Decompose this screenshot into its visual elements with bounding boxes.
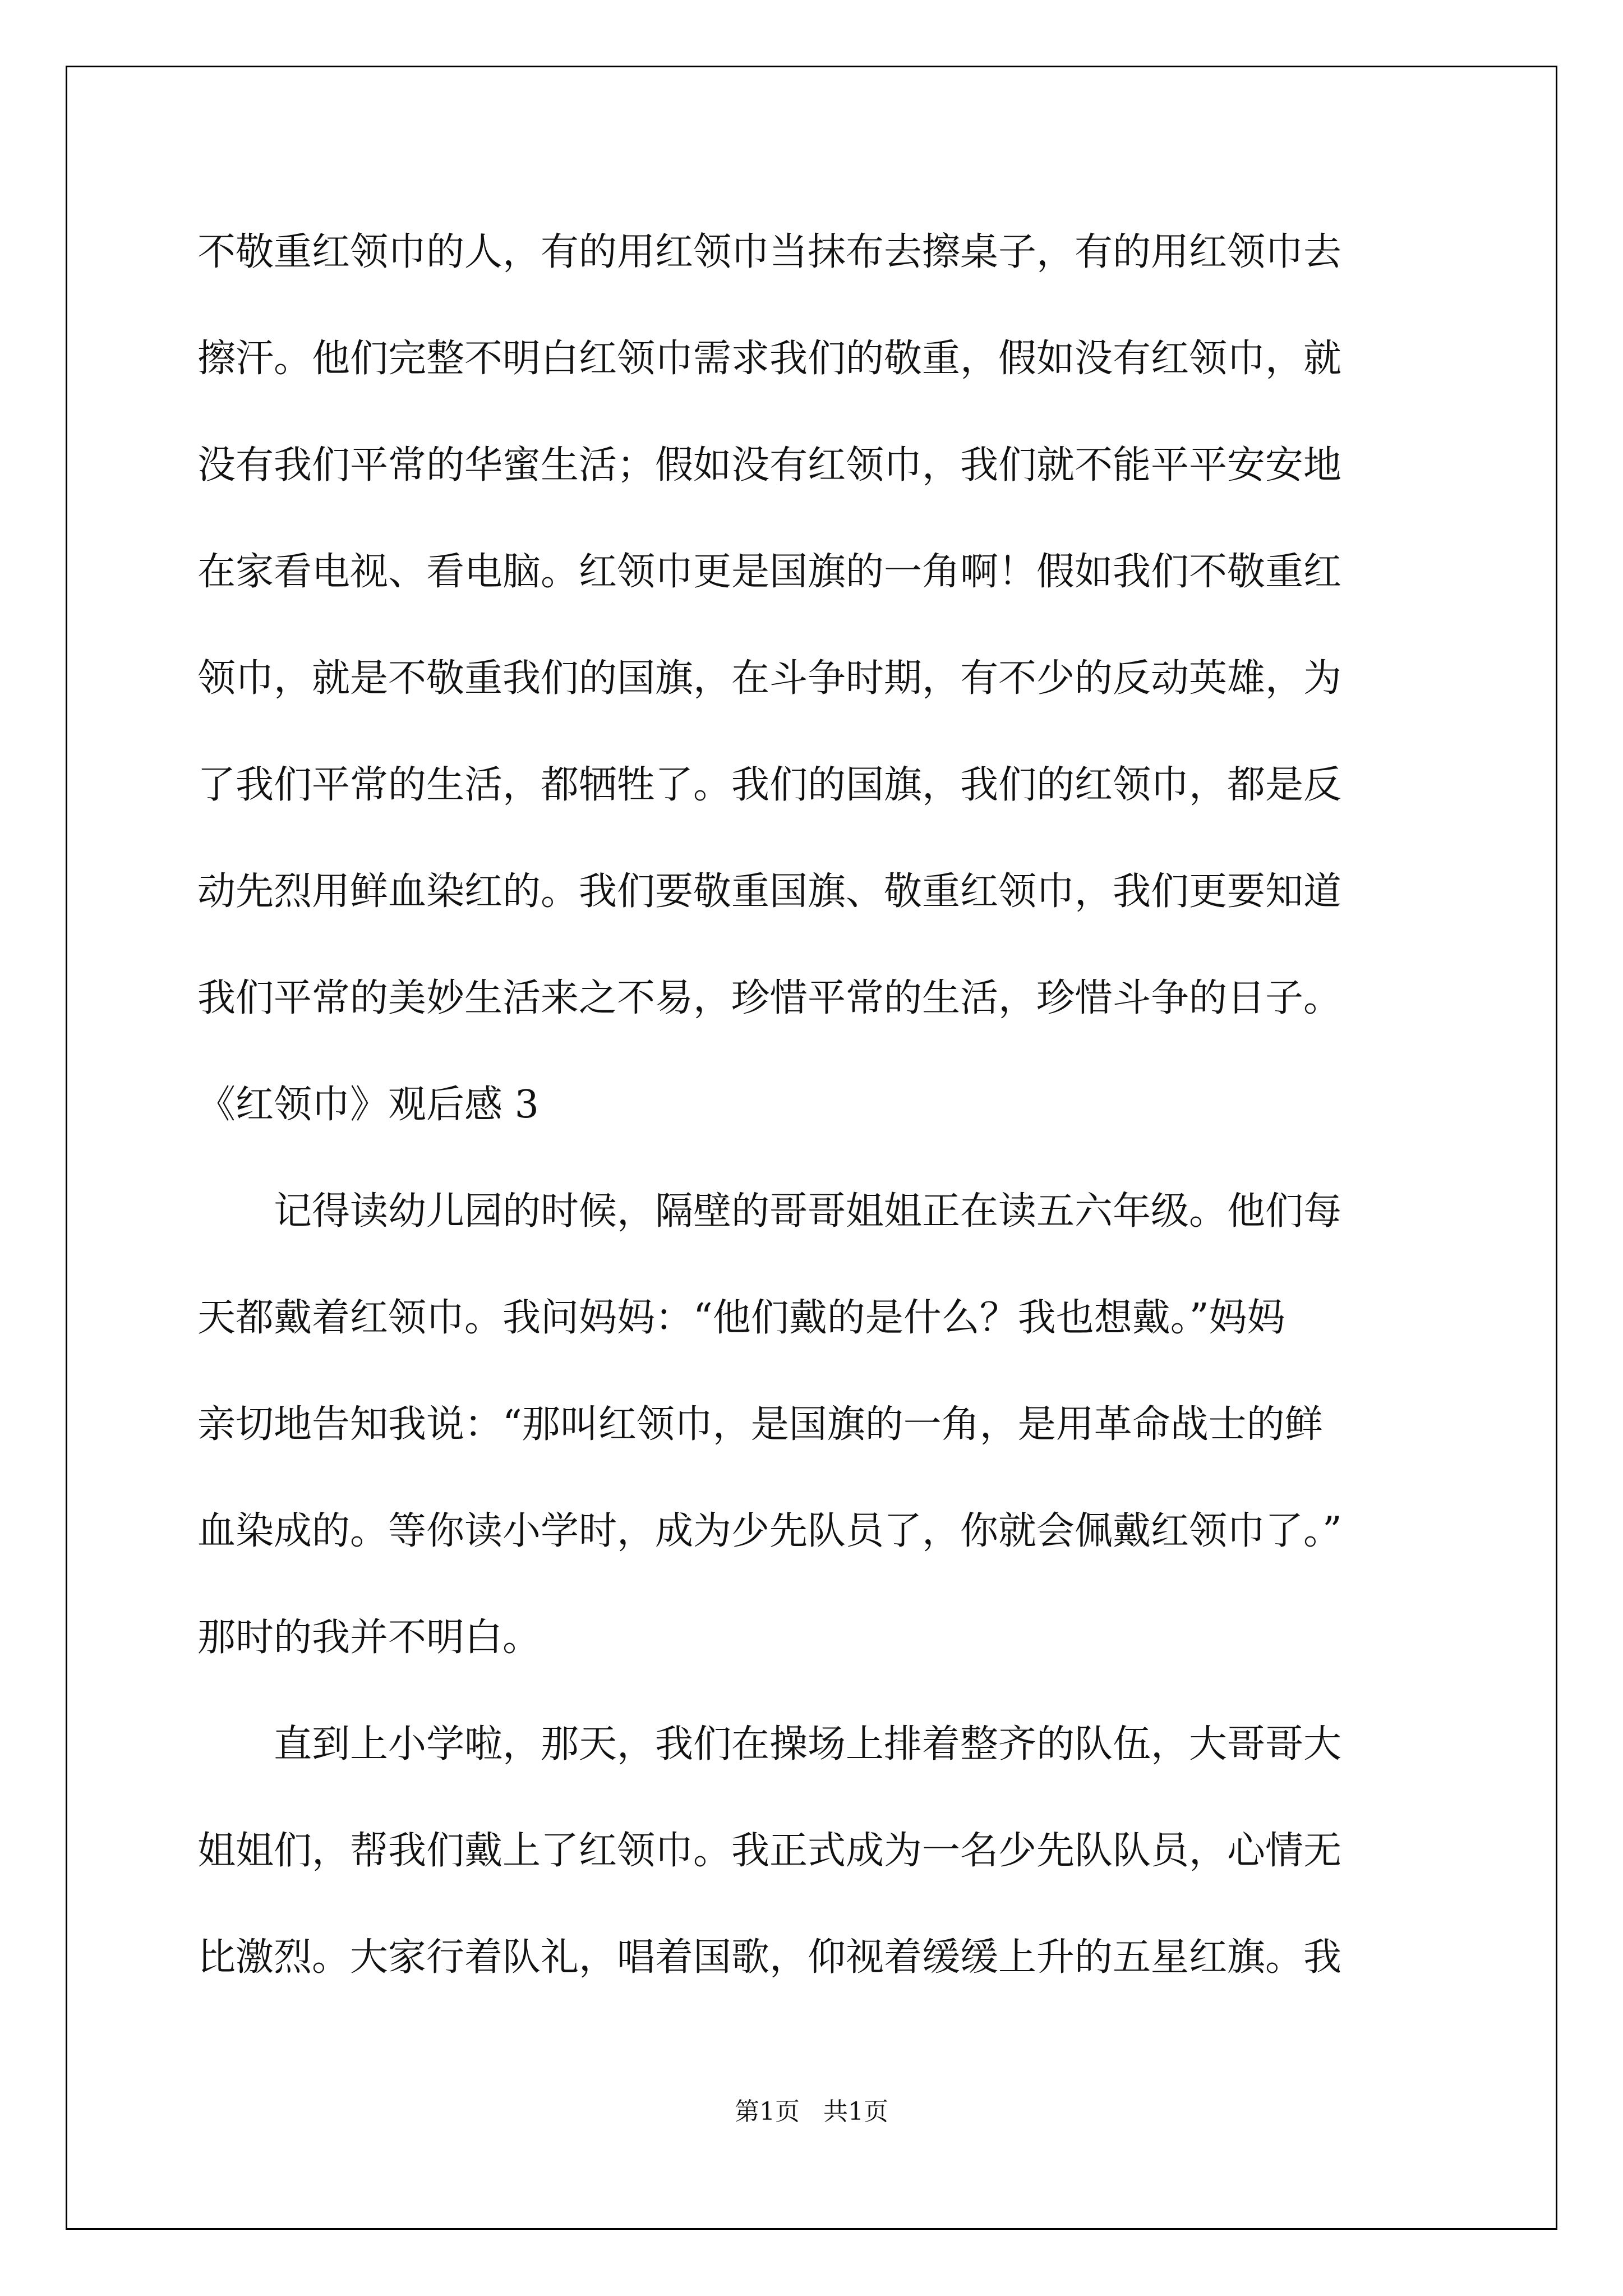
text-line: 不敬重红领巾的人，有的用红领巾当抹布去擦桌子，有的用红领巾去: [197, 230, 1342, 274]
text-line: 姐姐们，帮我们戴上了红领巾。我正式成为一名少先队队员，心情无: [197, 1829, 1342, 1873]
text-line: 没有我们平常的华蜜生活；假如没有红领巾，我们就不能平平安安地: [197, 443, 1342, 487]
text-line: 天都戴着红领巾。我问妈妈：“他们戴的是什么？我也想戴。”妈妈: [197, 1296, 1285, 1340]
document-body: [197, 199, 1431, 2011]
text-line: 擦汗。他们完整不明白红领巾需求我们的敬重，假如没有红领巾，就: [197, 337, 1342, 381]
text-line: 动先烈用鲜血染红的。我们要敬重国旗、敬重红领巾，我们更要知道: [197, 869, 1342, 914]
text-line: 那时的我并不明白。: [197, 1616, 541, 1660]
text-line: 血染成的。等你读小学时，成为少先队员了，你就会佩戴红领巾了。”: [197, 1509, 1342, 1553]
text-line: 亲切地告知我说：“那叫红领巾，是国旗的一角，是用革命战士的鲜: [197, 1402, 1323, 1447]
text-line: 直到上小学啦，那天，我们在操场上排着整齐的队伍，大哥哥大: [274, 1722, 1342, 1766]
text-line: 领巾，就是不敬重我们的国旗，在斗争时期，有不少的反动英雄，为: [197, 656, 1342, 701]
text-line: 了我们平常的生活，都牺牲了。我们的国旗，我们的红领巾，都是反: [197, 763, 1342, 807]
text-line: 在家看电视、看电脑。红领巾更是国旗的一角啊！假如我们不敬重红: [197, 550, 1342, 594]
text-line: 我们平常的美妙生活来之不易，珍惜平常的生活，珍惜斗争的日子。: [197, 976, 1342, 1020]
page-footer: 第1页 共1页: [735, 2097, 888, 2126]
text-line: 记得读幼儿园的时候，隔壁的哥哥姐姐正在读五六年级。他们每: [274, 1189, 1342, 1234]
text-line: 比激烈。大家行着队礼，唱着国歌，仰视着缓缓上升的五星红旗。我: [197, 1935, 1342, 1980]
section-heading: 《红领巾》观后感 3: [197, 1083, 539, 1127]
